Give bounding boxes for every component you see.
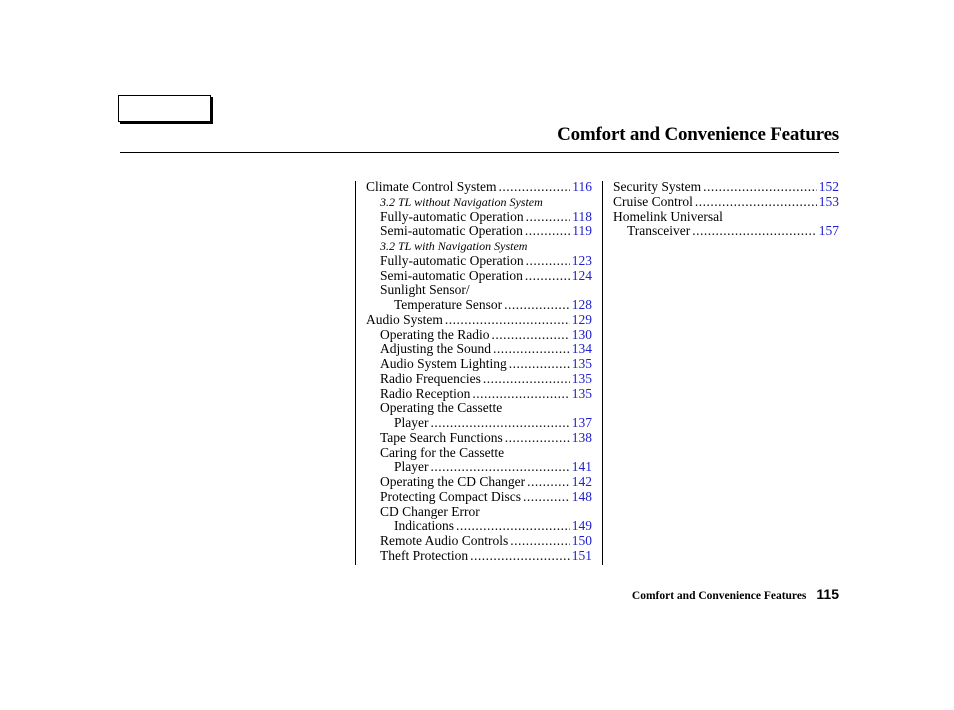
toc-entry-label: Player: [394, 459, 429, 475]
toc-page-link[interactable]: 141: [571, 459, 592, 475]
dot-leader: [491, 328, 569, 343]
page-title: Comfort and Convenience Features: [557, 124, 839, 145]
toc-entry-label: Audio System: [366, 311, 443, 327]
toc-page-link[interactable]: 135: [571, 370, 592, 386]
toc-entry[interactable]: [366, 519, 592, 534]
toc-page-link[interactable]: 151: [571, 547, 592, 563]
toc-entry-label: Audio System Lighting: [380, 356, 507, 371]
toc-entry[interactable]: [366, 490, 592, 505]
toc-page-link[interactable]: 119: [572, 223, 592, 239]
toc-entry[interactable]: [366, 298, 592, 313]
toc-page-link[interactable]: 138: [571, 429, 592, 445]
dot-leader: [526, 254, 570, 269]
toc-page-link[interactable]: 123: [571, 252, 592, 268]
toc-page-link[interactable]: 152: [818, 179, 839, 194]
toc-entry-label: Security System: [613, 179, 702, 194]
toc-entry[interactable]: [366, 416, 592, 431]
toc-entry-label: Fully-automatic Operation: [380, 252, 524, 268]
toc-entry-label: Adjusting the Sound: [380, 341, 492, 357]
title-divider: [120, 152, 839, 153]
toc-page-link[interactable]: 118: [572, 208, 592, 224]
toc-entry[interactable]: [366, 313, 592, 328]
toc-entry[interactable]: [366, 224, 592, 239]
toc-entry-label: Temperature Sensor: [394, 297, 503, 312]
toc-entry-label: Semi-automatic Operation: [380, 267, 523, 283]
toc-entry[interactable]: [366, 534, 592, 549]
toc-entry-label: Protecting Compact Discs: [380, 488, 521, 504]
toc-entry-label: Climate Control System: [366, 179, 497, 194]
dot-leader: [431, 460, 570, 475]
toc-entry-text: Caring for the Cassette: [380, 444, 505, 460]
toc-entry[interactable]: [366, 460, 592, 475]
column-divider-left: [355, 181, 356, 565]
main-menu-button[interactable]: [118, 95, 211, 122]
dot-leader: [470, 549, 570, 564]
dot-leader: [509, 357, 570, 372]
toc-entry-label: Fully-automatic Operation: [380, 208, 524, 224]
toc-page-link[interactable]: 148: [571, 488, 592, 504]
toc-entry[interactable]: [613, 195, 839, 210]
toc-entry[interactable]: [366, 475, 592, 490]
toc-page-link[interactable]: 135: [571, 356, 592, 371]
dot-leader: [504, 298, 570, 313]
dot-leader: [525, 269, 570, 284]
toc-subheading: 3.2 TL with Navigation System: [380, 239, 528, 253]
toc-entry-label: Operating the Radio: [380, 326, 490, 342]
toc-page-link[interactable]: 130: [571, 326, 592, 342]
toc-entry-label: Indications: [394, 518, 454, 534]
dot-leader: [483, 372, 570, 387]
toc-entry[interactable]: [366, 372, 592, 387]
toc-page-link[interactable]: 116: [572, 179, 592, 194]
toc-entry[interactable]: [366, 269, 592, 284]
dot-leader: [431, 416, 570, 431]
dot-leader: [472, 387, 569, 402]
toc-page-link[interactable]: 137: [571, 415, 592, 430]
footer-section-label: Comfort and Convenience Features: [631, 590, 807, 602]
toc-entry[interactable]: [366, 210, 592, 225]
dot-leader: [499, 180, 571, 195]
toc-page-link[interactable]: 153: [818, 193, 839, 209]
toc-entry-label: Transceiver: [627, 223, 691, 239]
toc-entry-label: Remote Audio Controls: [380, 533, 509, 548]
dot-leader: [456, 519, 570, 534]
toc-entry-label: Semi-automatic Operation: [380, 223, 523, 239]
page-footer: [632, 586, 839, 602]
toc-page-link[interactable]: 129: [571, 311, 592, 327]
toc-entry[interactable]: [366, 180, 592, 195]
toc-page-link[interactable]: 157: [818, 223, 839, 239]
toc-entry-text: Operating the Cassette: [380, 400, 503, 416]
toc-page-link[interactable]: 128: [571, 297, 592, 312]
dot-leader: [525, 224, 570, 239]
toc-entry-label: Cruise Control: [613, 193, 693, 209]
dot-leader: [526, 210, 571, 225]
dot-leader: [527, 475, 570, 490]
toc-entry-label: Radio Frequencies: [380, 370, 481, 386]
toc-page-link[interactable]: 134: [571, 341, 592, 357]
toc-entry-label: Player: [394, 415, 429, 430]
toc-page-link[interactable]: 142: [571, 474, 592, 489]
dot-leader: [523, 490, 570, 505]
toc-subheading: 3.2 TL without Navigation System: [380, 194, 543, 209]
dot-leader: [445, 313, 570, 328]
dot-leader: [692, 224, 817, 239]
toc-entry-label: Operating the CD Changer: [380, 474, 526, 489]
toc-entry[interactable]: [613, 224, 839, 239]
dot-leader: [493, 342, 570, 357]
toc-page-link[interactable]: 124: [571, 267, 592, 283]
toc-entry-text: Sunlight Sensor/: [380, 282, 470, 298]
toc-column-2: [613, 180, 839, 239]
toc-entry-label: Tape Search Functions: [380, 429, 503, 445]
toc-entry-label: Radio Reception: [380, 385, 471, 401]
toc-entry[interactable]: [366, 431, 592, 446]
toc-entry[interactable]: [366, 342, 592, 357]
page-number: 115: [816, 586, 839, 602]
toc-entry[interactable]: [366, 387, 592, 402]
dot-leader: [505, 431, 570, 446]
dot-leader: [695, 195, 817, 210]
toc-entry[interactable]: [366, 254, 592, 269]
toc-entry[interactable]: [366, 328, 592, 343]
dot-leader: [510, 534, 570, 549]
toc-entry-text: Homelink Universal: [613, 208, 723, 224]
toc-entry[interactable]: [366, 549, 592, 564]
toc-entry-label: Theft Protection: [380, 547, 469, 563]
column-divider-middle: [602, 181, 603, 565]
toc-entry[interactable]: [366, 357, 592, 372]
toc-page-link[interactable]: 150: [571, 533, 592, 548]
toc-page-link[interactable]: 149: [571, 518, 592, 534]
toc-page-link[interactable]: 135: [571, 385, 592, 401]
dot-leader: [703, 180, 817, 195]
toc-entry-text: CD Changer Error: [380, 503, 480, 519]
toc-entry[interactable]: [613, 180, 839, 195]
toc-column-1: [366, 180, 592, 564]
